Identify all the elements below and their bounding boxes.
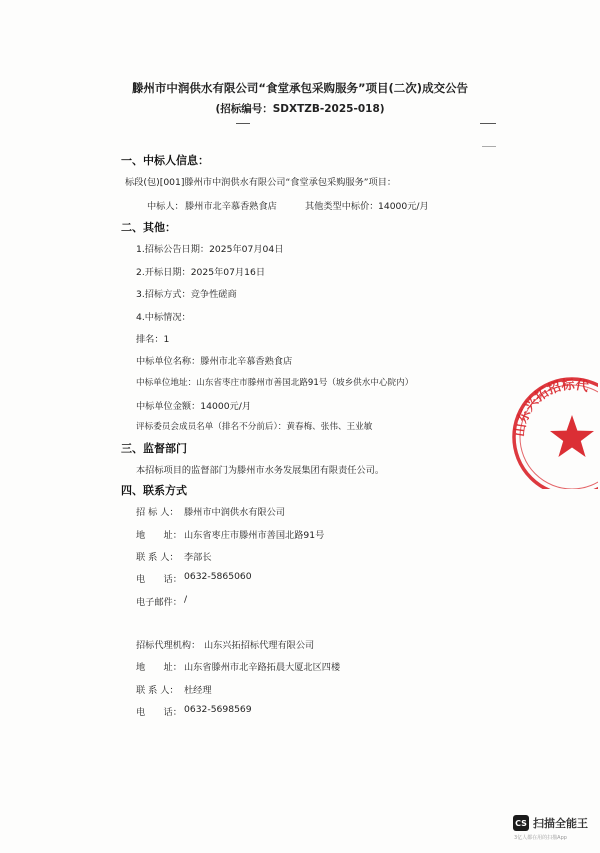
tenderer-label: 招 标 人： [136, 507, 179, 518]
price-value: 14000元/月 [378, 201, 429, 212]
other-item: 4.中标情况： [136, 312, 191, 323]
price-label: 其他类型中标价： [305, 201, 379, 212]
tenderer-address-label: 地 址： [136, 530, 182, 541]
tenderer-email-label: 电子邮件： [136, 597, 182, 608]
other-item: 1.招标公告日期：2025年07月04日 [136, 244, 284, 255]
tenderer-contact-label: 联 系 人： [136, 552, 179, 563]
rank-line: 排名：1 [136, 334, 170, 345]
unit-address-line: 中标单位地址：山东省枣庄市滕州市善国北路91号（坡乡供水中心院内） [136, 378, 414, 388]
camscanner-logo-icon: CS [513, 815, 529, 831]
agency-address-label: 地 址： [136, 662, 182, 673]
scanner-app-name: 扫描全能王 [533, 817, 588, 830]
scanner-watermark [513, 815, 588, 831]
lot-description: 标段(包)[001]滕州市中润供水有限公司“食堂承包采购服务”项目： [125, 177, 397, 188]
tender-number: (招标编号：SDXTZB-2025-018) [215, 103, 385, 115]
tenderer-phone-value: 0632-5865060 [184, 571, 252, 582]
section-contact-heading: 四、联系方式 [121, 484, 187, 497]
tenderer-address-value: 山东省枣庄市滕州市善国北路91号 [184, 530, 325, 541]
agency-address-value: 山东省滕州市北辛路拓晨大厦北区四楼 [184, 662, 341, 673]
supervision-text: 本招标项目的监督部门为滕州市水务发展集团有限责任公司。 [136, 465, 385, 476]
winner-label: 中标人： [147, 201, 184, 212]
agency-phone-value: 0632-5698569 [184, 704, 252, 715]
seal-text: 山东兴拓招标代 [512, 377, 590, 438]
tenderer-value: 滕州市中润供水有限公司 [184, 507, 286, 518]
winner-value: 滕州市北辛慕香熟食店 [185, 201, 277, 212]
tenderer-phone-label: 电 话： [136, 574, 182, 585]
page-title: 滕州市中润供水有限公司“食堂承包采购服务”项目(二次)成交公告 [131, 81, 469, 95]
other-item: 3.招标方式：竞争性磋商 [136, 289, 237, 300]
unit-name-line: 中标单位名称：滕州市北辛慕香熟食店 [136, 356, 293, 367]
star-icon [550, 415, 594, 457]
section-other-heading: 二、其他： [121, 221, 176, 234]
company-seal [506, 371, 598, 489]
agency-contact-value: 杜经理 [184, 685, 212, 696]
agency-phone-label: 电 话： [136, 707, 182, 718]
seal-graphic [506, 371, 598, 489]
scanner-tagline: 3亿人都在用的扫描App [514, 835, 567, 841]
divider-right-faint [482, 146, 496, 147]
committee-line: 评标委员会成员名单（排名不分前后）：黄春梅、张伟、王业敏 [136, 422, 373, 432]
section-winner-heading: 一、中标人信息： [121, 154, 209, 167]
tenderer-contact-value: 李部长 [184, 552, 212, 563]
divider-left [236, 123, 250, 124]
agency-contact-label: 联 系 人： [136, 685, 179, 696]
agency-value: 山东兴拓招标代理有限公司 [204, 640, 315, 651]
other-item: 2.开标日期：2025年07月16日 [136, 267, 266, 278]
unit-amount-line: 中标单位金额：14000元/月 [136, 401, 252, 412]
divider-right [480, 123, 496, 124]
tenderer-email-value: / [184, 594, 188, 605]
section-supervision-heading: 三、监督部门 [121, 442, 187, 455]
agency-label: 招标代理机构： [136, 640, 201, 651]
